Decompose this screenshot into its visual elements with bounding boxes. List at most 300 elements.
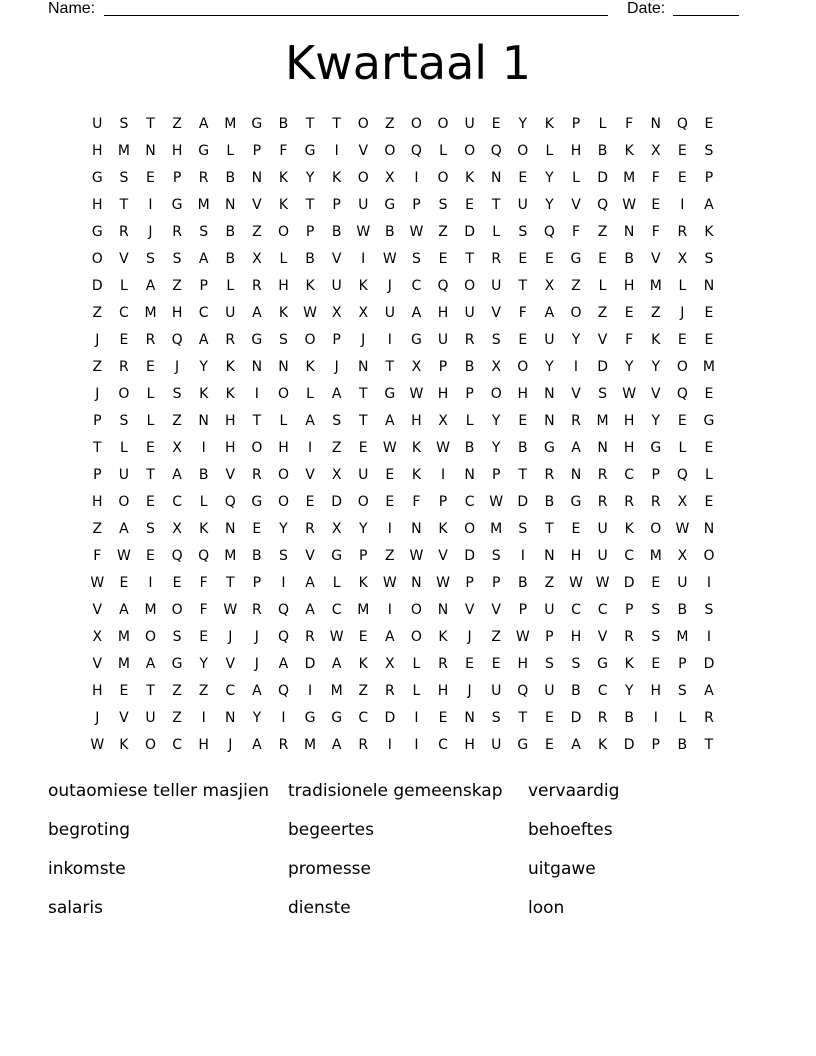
grid-letter: E <box>358 440 368 456</box>
grid-letter: G <box>251 494 263 510</box>
grid-letter: N <box>225 197 236 213</box>
grid-letter: F <box>199 575 208 591</box>
grid-letter: E <box>518 170 528 186</box>
word-list-item: vervaardig <box>528 781 620 801</box>
grid-letter: E <box>704 494 714 510</box>
grid-letter: G <box>331 710 343 726</box>
grid-letter: Y <box>545 170 554 186</box>
grid-letter: L <box>492 224 501 240</box>
grid-letter: E <box>518 413 528 429</box>
grid-letter: H <box>623 413 635 429</box>
grid-letter: E <box>598 251 607 267</box>
grid-letter: O <box>357 116 369 132</box>
grid-letter: P <box>545 629 554 645</box>
grid-letter: F <box>279 143 288 159</box>
grid-letter: I <box>680 197 685 213</box>
grid-letter: W <box>329 629 344 645</box>
grid-letter: T <box>225 575 235 591</box>
grid-letter: W <box>436 440 450 456</box>
grid-letter: S <box>571 656 581 672</box>
grid-letter: V <box>464 602 475 618</box>
grid-letter: W <box>223 602 238 618</box>
grid-letter: Z <box>92 359 103 375</box>
grid-letter: K <box>411 440 422 456</box>
grid-letter: R <box>172 224 182 240</box>
grid-letter: A <box>385 629 395 645</box>
grid-letter: H <box>570 143 582 159</box>
grid-letter: G <box>91 170 103 186</box>
grid-letter: O <box>277 386 289 402</box>
grid-letter: Q <box>676 386 688 402</box>
grid-letter: Z <box>358 683 369 699</box>
grid-letter: R <box>438 656 448 672</box>
grid-letter: C <box>358 710 369 726</box>
grid-letter: I <box>361 251 366 267</box>
grid-letter: K <box>411 467 422 483</box>
grid-letter: T <box>491 197 501 213</box>
grid-letter: E <box>704 116 714 132</box>
grid-letter: E <box>704 332 714 348</box>
grid-letter: L <box>306 386 314 402</box>
word-list-item: outaomiese teller masjien <box>48 781 270 801</box>
grid-letter: G <box>171 197 183 213</box>
grid-letter: J <box>680 305 685 321</box>
grid-letter: Q <box>410 143 422 159</box>
grid-letter: N <box>225 521 236 537</box>
grid-letter: X <box>491 359 501 375</box>
grid-letter: L <box>598 278 607 294</box>
grid-letter: I <box>440 467 446 483</box>
grid-letter: L <box>572 170 580 186</box>
grid-letter: Z <box>92 305 103 321</box>
grid-letter: E <box>252 521 262 537</box>
grid-letter: R <box>624 629 635 645</box>
grid-letter: M <box>117 143 130 159</box>
grid-letter: A <box>571 440 581 456</box>
grid-letter: C <box>438 737 448 753</box>
grid-letter: R <box>305 521 315 537</box>
grid-letter: P <box>465 575 474 591</box>
grid-letter: S <box>172 251 182 267</box>
grid-letter: N <box>544 386 555 402</box>
grid-letter: O <box>277 224 289 240</box>
grid-letter: E <box>491 656 501 672</box>
grid-letter: Q <box>171 548 183 564</box>
grid-letter: I <box>387 602 392 618</box>
grid-letter: K <box>624 143 634 159</box>
grid-letter: T <box>93 440 102 456</box>
grid-letter: D <box>331 494 343 510</box>
grid-letter: T <box>358 413 368 429</box>
grid-letter: O <box>251 440 263 456</box>
grid-letter: I <box>573 359 579 375</box>
grid-letter: H <box>570 548 582 564</box>
grid-letter: R <box>597 710 608 726</box>
grid-letter: O <box>384 143 396 159</box>
grid-letter: C <box>331 602 342 618</box>
grid-letter: F <box>651 170 660 186</box>
grid-letter: V <box>252 197 262 213</box>
grid-letter: Q <box>437 278 449 294</box>
grid-letter: M <box>117 656 130 672</box>
grid-letter: Z <box>544 575 555 591</box>
grid-letter: F <box>571 224 581 240</box>
grid-letter: A <box>411 305 422 321</box>
grid-letter: E <box>146 548 155 564</box>
grid-letter: E <box>199 629 209 645</box>
grid-letter: L <box>199 494 208 510</box>
grid-letter: K <box>438 629 448 645</box>
grid-letter: C <box>624 548 635 564</box>
grid-letter: J <box>228 737 233 753</box>
grid-letter: Z <box>172 116 182 132</box>
grid-letter: M <box>117 629 130 645</box>
grid-letter: Q <box>597 197 609 213</box>
grid-letter: Y <box>651 359 661 375</box>
word-list-item: begroting <box>48 820 131 840</box>
grid-letter: E <box>677 332 687 348</box>
grid-letter: O <box>357 170 369 186</box>
grid-letter: E <box>651 197 661 213</box>
grid-letter: Y <box>199 656 208 672</box>
grid-letter: N <box>623 224 635 240</box>
grid-letter: C <box>225 683 236 699</box>
grid-letter: X <box>331 521 342 537</box>
grid-letter: M <box>330 683 343 699</box>
grid-letter: K <box>544 116 554 132</box>
grid-letter: N <box>145 143 156 159</box>
grid-letter: R <box>544 467 555 483</box>
grid-letter: I <box>387 332 392 348</box>
grid-letter: L <box>439 143 447 159</box>
grid-letter: R <box>677 224 688 240</box>
grid-letter: N <box>464 710 475 726</box>
grid-letter: P <box>93 467 102 483</box>
grid-letter: O <box>171 602 183 618</box>
grid-letter: R <box>704 710 714 726</box>
grid-letter: N <box>544 413 555 429</box>
grid-letter: B <box>624 251 634 267</box>
grid-letter: S <box>544 656 554 672</box>
grid-letter: E <box>544 251 554 267</box>
grid-letter: H <box>650 683 662 699</box>
grid-letter: O <box>277 494 289 510</box>
grid-letter: T <box>146 467 155 483</box>
grid-letter: S <box>704 251 714 267</box>
grid-letter: I <box>414 710 419 726</box>
grid-letter: O <box>437 116 449 132</box>
grid-letter: U <box>491 278 502 294</box>
grid-letter: P <box>518 602 528 618</box>
grid-letter: K <box>278 197 289 213</box>
grid-row <box>84 732 722 759</box>
grid-letter: N <box>198 413 209 429</box>
grid-letter: A <box>172 467 182 483</box>
grid-letter: J <box>95 386 100 402</box>
grid-letter: S <box>172 386 182 402</box>
grid-letter: L <box>146 413 155 429</box>
grid-letter: M <box>649 278 662 294</box>
grid-letter: Z <box>385 548 395 564</box>
word-list-item: dienste <box>288 898 351 918</box>
grid-letter: A <box>331 737 342 753</box>
grid-letter: Z <box>172 278 182 294</box>
grid-row <box>84 516 722 543</box>
grid-letter: P <box>651 737 660 753</box>
grid-letter: Q <box>676 467 688 483</box>
grid-row <box>84 462 722 489</box>
grid-letter: I <box>201 710 206 726</box>
grid-letter: R <box>597 467 608 483</box>
grid-letter: W <box>436 575 450 591</box>
grid-letter: U <box>92 116 103 132</box>
grid-letter: E <box>146 440 155 456</box>
grid-letter: W <box>675 521 690 537</box>
grid-letter: K <box>278 305 289 321</box>
grid-letter: O <box>144 629 156 645</box>
grid-letter: B <box>331 224 342 240</box>
grid-letter: X <box>172 521 182 537</box>
grid-letter: A <box>119 521 129 537</box>
grid-letter: M <box>197 197 210 213</box>
grid-letter: O <box>410 602 422 618</box>
grid-letter: H <box>464 737 475 753</box>
grid-row <box>84 489 722 516</box>
grid-letter: G <box>331 548 343 564</box>
grid-letter: J <box>254 629 259 645</box>
worksheet-header <box>48 0 748 20</box>
grid-letter: N <box>411 575 422 591</box>
grid-letter: R <box>145 332 156 348</box>
grid-letter: R <box>624 494 635 510</box>
grid-letter: F <box>651 224 660 240</box>
grid-letter: G <box>171 656 183 672</box>
grid-letter: U <box>145 710 156 726</box>
grid-letter: N <box>278 359 289 375</box>
grid-letter: X <box>331 305 342 321</box>
word-list-row <box>48 895 768 934</box>
grid-letter: R <box>278 737 289 753</box>
grid-letter: V <box>491 305 501 321</box>
grid-letter: K <box>358 656 368 672</box>
grid-letter: U <box>437 332 449 348</box>
grid-letter: X <box>252 251 262 267</box>
grid-letter: S <box>651 602 661 618</box>
grid-letter: K <box>278 170 289 186</box>
grid-letter: V <box>571 197 581 213</box>
grid-letter: T <box>305 116 315 132</box>
grid-letter: C <box>597 683 608 699</box>
grid-letter: M <box>304 737 317 753</box>
grid-letter: O <box>703 548 715 564</box>
grid-letter: S <box>704 602 714 618</box>
grid-letter: I <box>706 629 712 645</box>
grid-letter: K <box>704 224 714 240</box>
grid-letter: P <box>491 467 501 483</box>
grid-letter: O <box>304 332 316 348</box>
grid-letter: J <box>467 629 472 645</box>
grid-letter: Q <box>277 629 289 645</box>
word-list-item: inkomste <box>48 859 126 879</box>
grid-letter: O <box>410 629 422 645</box>
grid-letter: V <box>92 656 103 672</box>
grid-letter: L <box>226 143 235 159</box>
grid-letter: W <box>382 440 397 456</box>
grid-letter: B <box>198 467 209 483</box>
grid-letter: T <box>146 116 155 132</box>
grid-letter: D <box>570 710 582 726</box>
grid-letter: P <box>412 197 421 213</box>
grid-letter: S <box>491 710 501 726</box>
grid-letter: Y <box>252 710 262 726</box>
grid-letter: H <box>171 305 183 321</box>
grid-letter: V <box>650 251 661 267</box>
grid-letter: I <box>387 737 392 753</box>
grid-letter: G <box>543 440 555 456</box>
grid-letter: W <box>90 737 105 753</box>
grid-letter: Y <box>491 413 501 429</box>
grid-letter: W <box>409 224 424 240</box>
grid-letter: D <box>597 359 608 375</box>
grid-letter: R <box>251 602 262 618</box>
grid-letter: K <box>624 521 634 537</box>
grid-letter: V <box>597 332 608 348</box>
grid-letter: C <box>198 305 209 321</box>
grid-letter: H <box>437 386 449 402</box>
grid-letter: G <box>198 143 210 159</box>
grid-letter: I <box>334 143 339 159</box>
grid-letter: I <box>281 575 286 591</box>
grid-letter: B <box>677 737 688 753</box>
grid-row <box>84 570 722 597</box>
grid-letter: V <box>571 386 581 402</box>
grid-letter: J <box>254 656 259 672</box>
grid-letter: O <box>490 386 502 402</box>
grid-letter: S <box>518 521 528 537</box>
grid-letter: Y <box>518 116 528 132</box>
grid-letter: Y <box>624 359 634 375</box>
grid-letter: W <box>356 224 371 240</box>
grid-letter: O <box>517 143 529 159</box>
grid-letter: N <box>544 548 555 564</box>
grid-row <box>84 165 722 192</box>
grid-letter: E <box>305 494 315 510</box>
grid-row <box>84 111 722 138</box>
grid-letter: R <box>305 629 315 645</box>
grid-letter: A <box>331 386 342 402</box>
grid-letter: R <box>119 224 129 240</box>
grid-letter: L <box>146 386 155 402</box>
grid-letter: M <box>596 413 609 429</box>
grid-letter: E <box>146 170 155 186</box>
grid-letter: E <box>704 386 714 402</box>
grid-letter: V <box>92 602 103 618</box>
grid-letter: D <box>703 656 715 672</box>
grid-letter: Z <box>385 116 395 132</box>
grid-letter: K <box>597 737 608 753</box>
grid-row <box>84 192 722 219</box>
page-title: Kwartaal 1 <box>285 36 531 90</box>
grid-letter: T <box>465 251 474 267</box>
grid-letter: E <box>465 197 475 213</box>
grid-letter: K <box>651 332 661 348</box>
word-list-row <box>48 856 768 895</box>
grid-letter: X <box>385 656 395 672</box>
grid-letter: A <box>145 656 156 672</box>
grid-letter: S <box>119 413 129 429</box>
grid-letter: J <box>467 683 472 699</box>
grid-letter: L <box>465 413 474 429</box>
grid-letter: V <box>225 656 236 672</box>
grid-letter: M <box>702 359 715 375</box>
grid-letter: W <box>382 251 397 267</box>
grid-letter: G <box>91 224 103 240</box>
grid-letter: C <box>119 305 129 321</box>
grid-row <box>84 219 722 246</box>
grid-letter: P <box>465 386 474 402</box>
grid-letter: U <box>597 548 608 564</box>
grid-letter: K <box>199 386 209 402</box>
grid-letter: V <box>119 710 129 726</box>
grid-letter: A <box>571 737 581 753</box>
grid-letter: D <box>384 710 396 726</box>
grid-letter: H <box>92 197 103 213</box>
grid-letter: N <box>464 467 475 483</box>
grid-letter: A <box>305 575 315 591</box>
grid-letter: G <box>570 251 582 267</box>
grid-letter: Y <box>545 197 554 213</box>
grid-letter: N <box>357 359 369 375</box>
grid-letter: Y <box>651 413 661 429</box>
grid-letter: G <box>251 332 263 348</box>
grid-letter: P <box>252 143 262 159</box>
grid-letter: S <box>491 548 501 564</box>
grid-letter: B <box>517 575 528 591</box>
grid-letter: J <box>95 332 100 348</box>
grid-row <box>84 678 722 705</box>
grid-letter: U <box>544 602 555 618</box>
grid-letter: P <box>624 602 634 618</box>
grid-letter: I <box>414 737 419 753</box>
grid-letter: N <box>570 467 582 483</box>
grid-letter: U <box>358 197 369 213</box>
grid-letter: T <box>518 278 528 294</box>
grid-letter: R <box>384 683 395 699</box>
grid-letter: I <box>706 575 712 591</box>
grid-letter: S <box>279 332 288 348</box>
grid-letter: A <box>252 305 262 321</box>
grid-letter: B <box>225 170 236 186</box>
grid-letter: B <box>252 548 262 564</box>
grid-letter: B <box>544 494 555 510</box>
grid-letter: H <box>92 494 103 510</box>
grid-letter: S <box>119 116 129 132</box>
grid-letter: N <box>650 116 661 132</box>
grid-letter: U <box>331 278 342 294</box>
grid-letter: M <box>224 116 237 132</box>
grid-letter: T <box>252 413 262 429</box>
grid-letter: R <box>251 278 262 294</box>
grid-letter: P <box>704 170 714 186</box>
grid-letter: D <box>517 494 529 510</box>
grid-letter: S <box>704 143 714 159</box>
grid-letter: S <box>598 386 608 402</box>
grid-row <box>84 624 722 651</box>
grid-letter: S <box>199 224 209 240</box>
grid-letter: A <box>385 413 395 429</box>
grid-letter: D <box>597 170 608 186</box>
grid-letter: A <box>278 656 289 672</box>
